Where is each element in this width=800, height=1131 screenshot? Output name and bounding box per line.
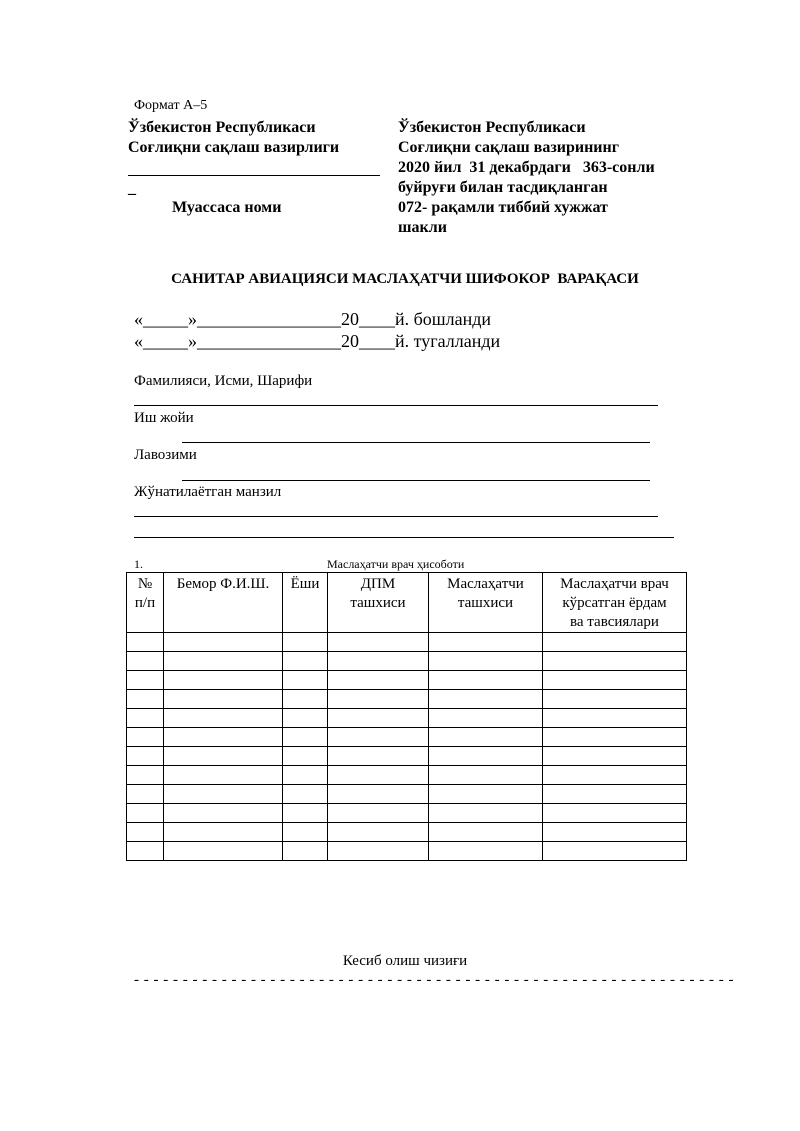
table-row — [127, 652, 687, 671]
form-title: САНИТАР АВИАЦИЯСИ МАСЛАҲАТЧИ ШИФОКОР ВАРАҚАСИ — [171, 271, 639, 287]
table-row — [127, 823, 687, 842]
header-left-line1: Ўзбекистон Республикаси — [128, 119, 316, 136]
table-row — [127, 747, 687, 766]
report-number: 1. — [134, 557, 143, 571]
destination-line-1 — [134, 516, 658, 517]
col-header-patient: Бемор Ф.И.Ш. — [164, 573, 283, 633]
table-row — [127, 766, 687, 785]
format-label: Формат А–5 — [134, 98, 208, 113]
col-header-age: Ёши — [283, 573, 328, 633]
header-right-line5: 072- рақамли тиббий хужжат — [398, 199, 608, 216]
institution-name-label: Муассаса номи — [172, 199, 282, 216]
header-right-line4: буйруғи билан тасдиқланган — [398, 179, 608, 196]
cut-line-label: Кесиб олиш чизиғи — [342, 953, 468, 969]
destination-line-2 — [134, 537, 674, 538]
table-row — [127, 728, 687, 747]
col-header-help-recommendations: Маслаҳатчи врач кўрсатган ёрдам ва тавсиялари — [543, 573, 687, 633]
workplace-line — [182, 442, 650, 443]
col-header-number: № п/п — [127, 573, 164, 633]
table-row — [127, 633, 687, 652]
report-table — [126, 572, 687, 861]
workplace-label: Иш жойи — [134, 410, 194, 426]
table-row — [127, 785, 687, 804]
col-header-consultant-diagnosis: Маслаҳатчи ташхиси — [429, 573, 543, 633]
report-caption: Маслаҳатчи врач ҳисоботи — [327, 557, 465, 571]
date-end-line: «_____»________________20____й. тугалланди — [134, 331, 501, 351]
header-right-line6: шакли — [398, 219, 447, 236]
header-right-line3: 2020 йил 31 декабрдаги 363-сонли — [398, 159, 655, 176]
table-row — [127, 690, 687, 709]
cut-dashed-line: - - - - - - - - - - - - - - - - - - - - - - - - - - - - - - - - - - - - - - - - - - - - - - - - - - - - - - - - - - - - - - — [134, 972, 734, 988]
table-header-row — [127, 573, 687, 633]
date-start-line: «_____»________________20____й. бошланди — [134, 309, 492, 329]
header-left-line2: Соғлиқни сақлаш вазирлиги — [128, 139, 340, 156]
header-right-line2: Соғлиқни сақлаш вазирининг — [398, 139, 619, 156]
header-right-line1: Ўзбекистон Республикаси — [398, 119, 586, 136]
full-name-label: Фамилияси, Исми, Шарифи — [134, 373, 313, 389]
full-name-line — [134, 405, 658, 406]
destination-label: Жўнатилаётган манзил — [134, 484, 282, 500]
table-row — [127, 671, 687, 690]
header-left-stub: _ — [128, 180, 136, 197]
table-row — [127, 709, 687, 728]
position-line — [182, 480, 650, 481]
col-header-dpm-diagnosis: ДПМ ташхиси — [328, 573, 429, 633]
header-left-underline — [128, 175, 380, 176]
table-row — [127, 842, 687, 861]
table-row — [127, 804, 687, 823]
position-label: Лавозими — [134, 447, 197, 463]
